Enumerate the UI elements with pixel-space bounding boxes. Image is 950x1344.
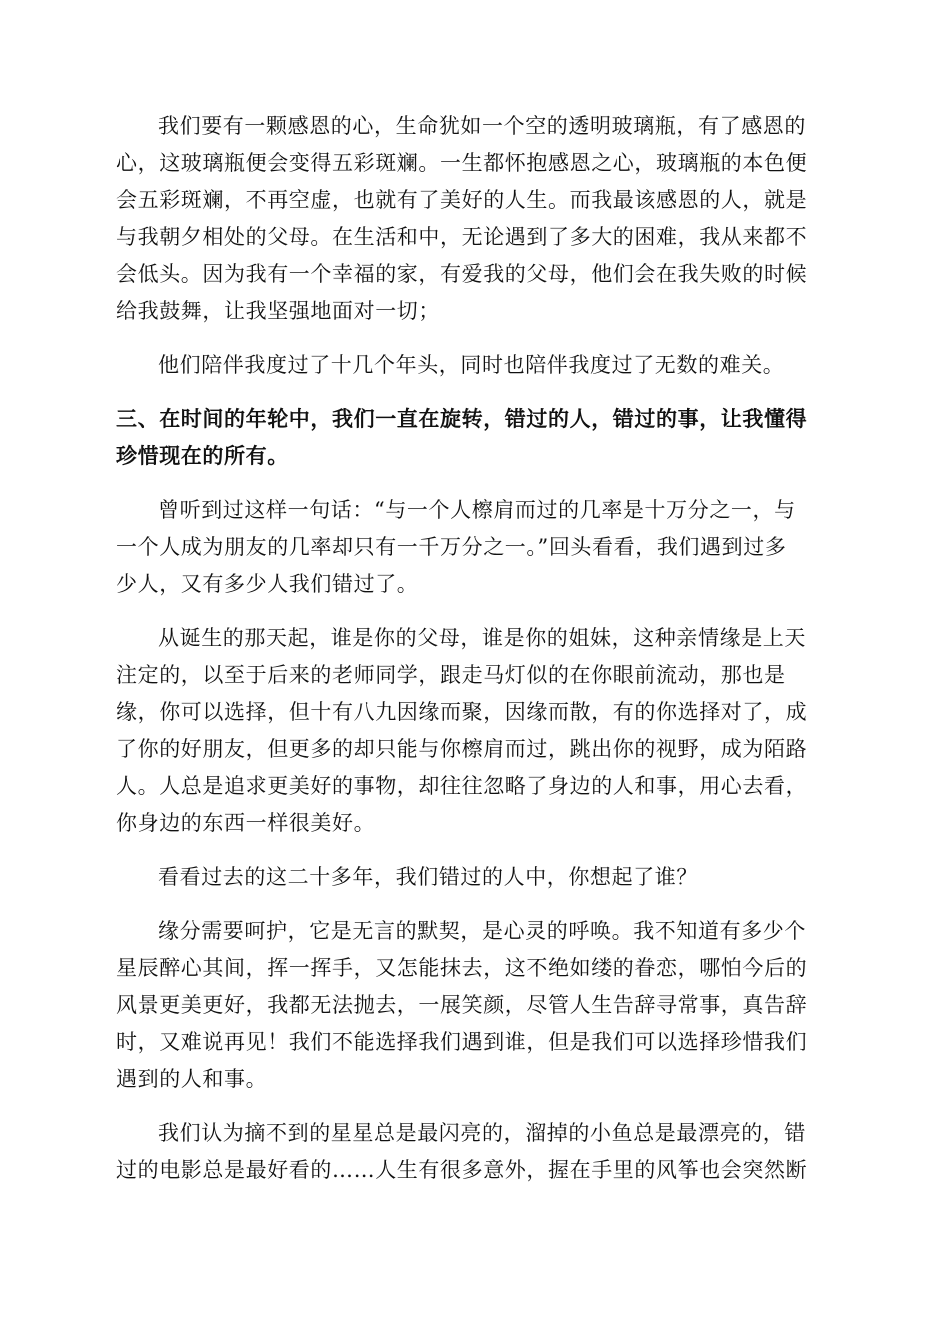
text-line: 遇到的人和事。: [116, 1067, 268, 1091]
text-line: 我们要有一颗感恩的心，生命犹如一个空的透明玻璃瓶，有了感恩的: [158, 114, 806, 138]
text-line: 会低头。因为我有一个幸福的家，有爱我的父母，他们会在我失败的时候: [116, 262, 808, 286]
text-line: 缘分需要呵护，它是无言的默契，是心灵的呼唤。我不知道有多少个: [158, 919, 806, 943]
text-line: 星辰醉心其间，挥一挥手，又怎能抹去，这不绝如缕的眷恋，哪怕今后的: [116, 956, 808, 980]
heading-line: 三、在时间的年轮中，我们一直在旋转，错过的人，错过的事，让我懂得: [116, 407, 808, 431]
text-line: 会五彩斑斓，不再空虚，也就有了美好的人生。而我最该感恩的人，就是: [116, 188, 808, 212]
text-line: 了你的好朋友，但更多的却只能与你檫肩而过，跳出你的视野，成为陌路: [116, 737, 808, 761]
text-line: 缘，你可以选择，但十有八九因缘而聚，因缘而散，有的你选择对了，成: [116, 700, 808, 724]
text-line: 看看过去的这二十多年，我们错过的人中，你想起了谁？: [158, 865, 698, 889]
text-line: 与我朝夕相处的父母。在生活和中，无论遇到了多大的困难，我从来都不: [116, 225, 808, 249]
text-line: 曾听到过这样一句话：“与一个人檫肩而过的几率是十万分之一，与: [158, 498, 796, 522]
text-line: 时，又难说再见！我们不能选择我们遇到谁，但是我们可以选择珍惜我们: [116, 1030, 808, 1054]
text-line: 你身边的东西一样很美好。: [116, 811, 376, 835]
paragraph-companionship: [116, 347, 834, 384]
paragraph-reflection: [116, 859, 834, 896]
paragraph-missed: [116, 1115, 834, 1189]
text-line: 少人，又有多少人我们错过了。: [116, 572, 419, 596]
paragraph-cherish: [116, 913, 834, 1098]
document-page: [116, 108, 834, 1206]
paragraph-gratitude: [116, 108, 834, 330]
text-line: 我们认为摘不到的星星总是最闪亮的，溜掉的小鱼总是最漂亮的，错: [158, 1121, 806, 1145]
text-line: 风景更美更好，我都无法抛去，一展笑颜，尽管人生告辞寻常事，真告辞: [116, 993, 808, 1017]
text-line: 一个人成为朋友的几率却只有一千万分之一。”回头看看，我们遇到过多: [116, 535, 787, 559]
paragraph-quote: [116, 492, 834, 603]
heading-line: 珍惜现在的所有。: [116, 444, 289, 468]
text-line: 他们陪伴我度过了十几个年头，同时也陪伴我度过了无数的难关。: [158, 353, 785, 377]
text-line: 给我鼓舞，让我坚强地面对一切；: [116, 299, 440, 323]
text-line: 注定的，以至于后来的老师同学，跟走马灯似的在你眼前流动，那也是: [116, 663, 786, 687]
text-line: 心，这玻璃瓶便会变得五彩斑斓。一生都怀抱感恩之心，玻璃瓶的本色便: [116, 151, 808, 175]
paragraph-fate: [116, 620, 834, 842]
section-heading: [116, 401, 834, 475]
text-line: 人。人总是追求更美好的事物，却往往忽略了身边的人和事，用心去看，: [116, 774, 808, 798]
text-line: 过的电影总是最好看的……人生有很多意外，握在手里的风筝也会突然断: [116, 1158, 808, 1182]
text-line: 从诞生的那天起，谁是你的父母，谁是你的姐妹，这种亲情缘是上天: [158, 626, 806, 650]
